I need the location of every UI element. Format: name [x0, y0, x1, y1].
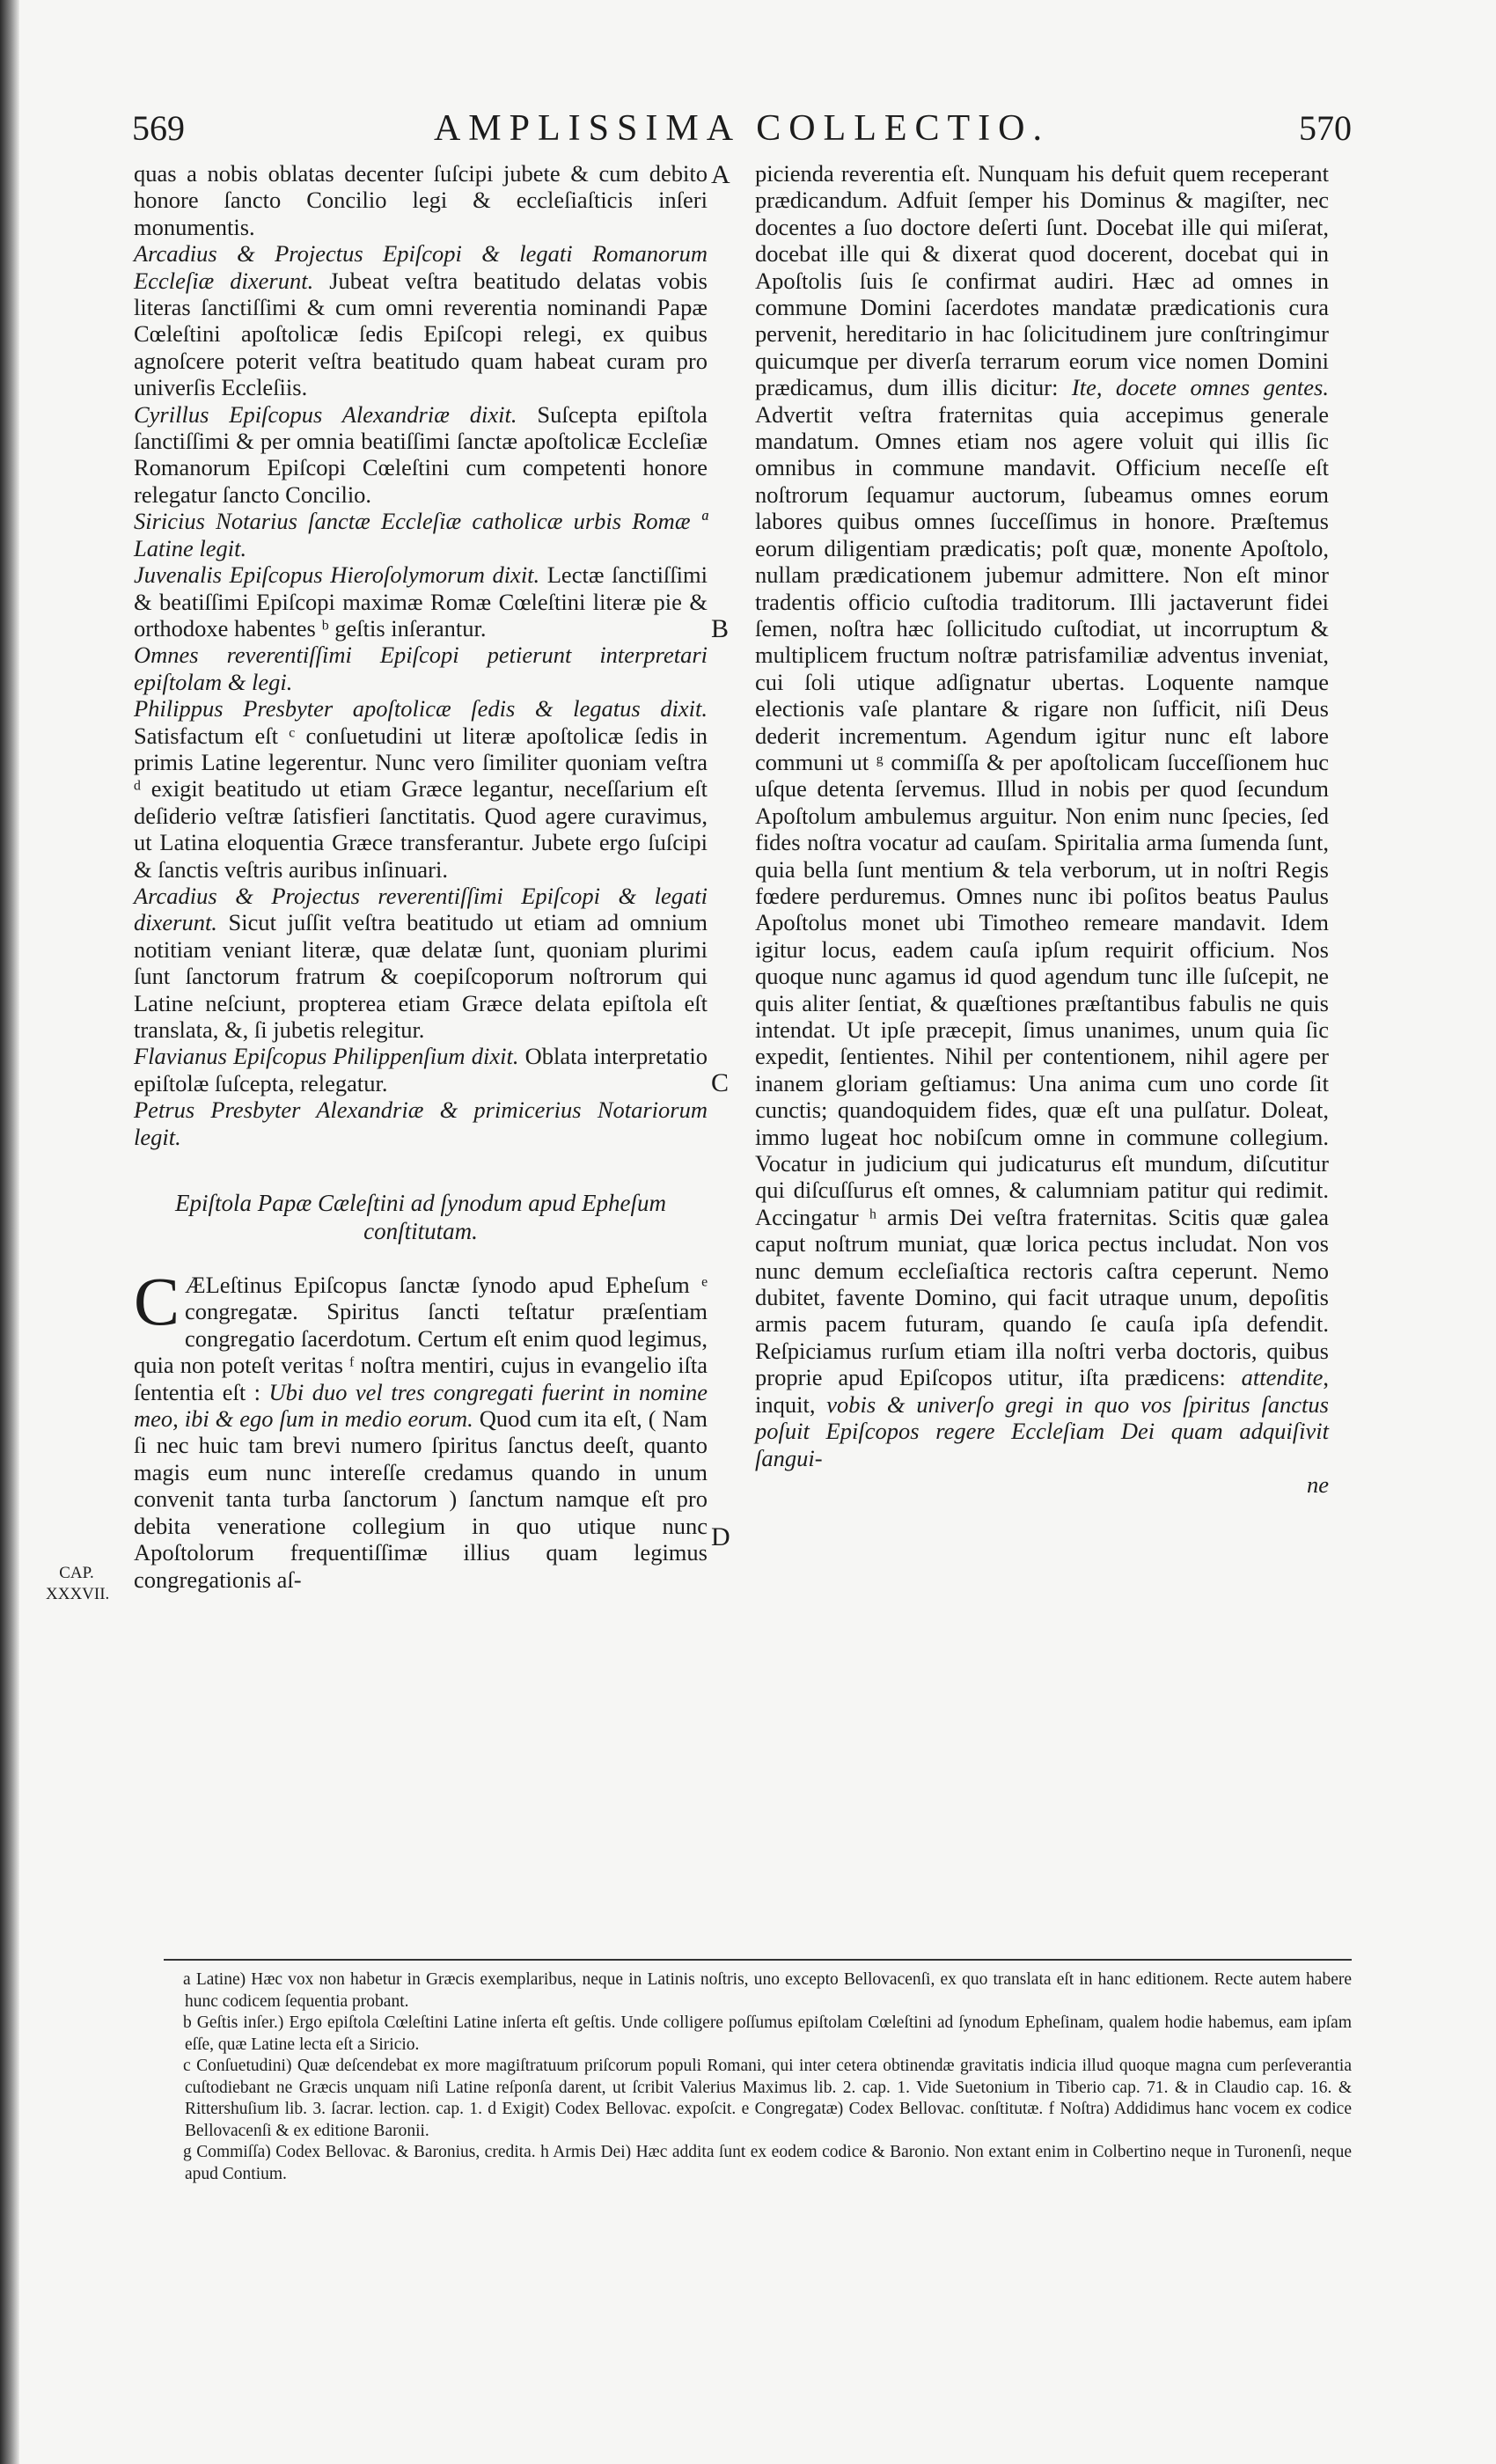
- paragraph-text: Jubeat veſtra beatitudo delatas vobis literas ſanctiſſimi & cum omni reverentia nominandi Papæ Cœleſtini apoſtolicæ ſedis Epiſcopi relegi, ex quibus agnoſcere poterit veſtra beatitudo quam habeat curam pro univerſis Eccleſiis.: [134, 267, 708, 401]
- chapter-marginal-note: [46, 1563, 110, 1605]
- chapter-label: CAP.: [59, 1564, 94, 1582]
- left-paragraph: [134, 1043, 708, 1096]
- speaker-label: Siricius Notarius ſanctæ Eccleſiæ catholicæ urbis Romæ ª Latine legit.: [134, 508, 708, 561]
- left-paragraph: [134, 561, 708, 642]
- quotation: Ubi duo vel tres congregati fuerint in nomine meo, ibi & ego ſum in medio eorum.: [134, 1378, 708, 1433]
- section-marker-d: D: [711, 1522, 730, 1551]
- paragraph-text: Satisfactum eſt ᶜ conſuetudini ut literæ apoſtolicæ ſedis in primis Latine legerentur. Nunc vero ſimiliter quoniam veſtra ᵈ exigit beatitudo ut etiam Græce legantur, neceſſarium eſt deſiderio veſtræ ſatisfieri ſanctitatis. Quod agere curavimus, ut Latina eloquentia Græce transferantur. Jubete ergo ſuſcipi & ſanctis veſtris auribus inſinuari.: [134, 722, 708, 883]
- right-paragraph: [755, 160, 1329, 1471]
- quotation: vobis & univerſo gregi in quo vos ſpiritus ſanctus poſuit Epiſcopos regere Eccleſiam Dei quam adquiſivit ſangui-: [755, 1390, 1329, 1471]
- speaker-label: Arcadius & Projectus Epiſcopi & legati Romanorum Eccleſiæ dixerunt.: [134, 240, 708, 294]
- footnote-rule: [164, 1959, 1352, 1961]
- chapter-number: XXXVII.: [46, 1585, 110, 1603]
- left-paragraph: [134, 508, 708, 561]
- left-page-number: 569: [132, 108, 185, 148]
- footnote: g Commiſſa) Codex Bellovac. & Baronius, credita. h Armis Dei) Hæc addita ſunt ex eodem codice & Baronio. Non extant enim in Colbertino neque in Turonenſi, neque apud Contium.: [183, 2143, 1352, 2183]
- catchword: ne: [1306, 1470, 1329, 1498]
- quotation: Ite, docete omnes gentes.: [1071, 374, 1329, 401]
- epistle-heading: Epiſtola Papæ Cæleſtini ad ſynodum apud Epheſum conſtitutam.: [175, 1190, 666, 1245]
- drop-cap: C: [134, 1263, 180, 1340]
- section-marker-c: C: [711, 1068, 730, 1097]
- section-marker-a: A: [711, 160, 730, 189]
- left-paragraph: [134, 695, 708, 883]
- footnotes: [164, 1969, 1352, 2185]
- book-binding-shadow: [0, 0, 19, 2464]
- running-title: AMPLISSIMA COLLECTIO.: [433, 108, 1051, 149]
- section-marker-b: B: [711, 614, 730, 643]
- footnote: a Latine) Hæc vox non habetur in Græcis exemplaribus, neque in Latinis noſtris, uno excepto Bellovacenſi, ex quo translata eſt in hanc editionem. Recte autem habere hunc codicem ſequentia probant.: [183, 1970, 1352, 2011]
- left-paragraph: [134, 1263, 708, 1593]
- left-paragraph: [134, 1096, 708, 1150]
- paragraph-text: Quod cum ita eſt, ( Nam ſi nec huic tam brevi numero ſpiritus ſanctus deeſt, quanto magis eum nunc intereſſe credamus quando in unum convenit tanta turba ſanctorum ) ſanctum namque eſt pro debita veneratione collegium in quo utique nunc Apoſtolorum frequentiſſimæ illius quam legimus congregationis aſ-: [134, 1405, 708, 1593]
- left-paragraph: [134, 401, 708, 509]
- paragraph-text: ÆLeſtinus Epiſcopus ſanctæ ſynodo apud Epheſum ᵉ congregatæ. Spiritus ſancti teſtatur præſentiam congregatio ſacerdotum. Certum eſt enim quod legimus, quia non poteſt veritas ᶠ noſtra mentiri, cujus in evangelio iſta ſententia eſt :: [134, 1272, 708, 1405]
- left-paragraph: [134, 642, 708, 695]
- speaker-label: Petrus Presbyter Alexandriæ & primicerius Notariorum legit.: [134, 1096, 708, 1150]
- quotation: attendite: [1241, 1364, 1324, 1391]
- speaker-label: Arcadius & Projectus reverentiſſimi Epiſcopi & legati dixerunt.: [134, 882, 708, 936]
- footnote: b Geſtis inſer.) Ergo epiſtola Cœleſtini Latine inſerta eſt geſtis. Unde colligere poſſumus epiſtolam Cœleſtini ad ſynodum Epheſinam, qualem hodie habemus, eam ipſam eſſe, quæ Latine lecta eſt a Siricio.: [183, 2013, 1352, 2054]
- paragraph-text: Sicut juſſit veſtra beatitudo ut etiam ad omnium notitiam veniant literæ, quæ delatæ ſunt, quoniam plurimi ſunt ſanctorum fratrum & coepiſcoporum noſtrorum qui Latine neſciunt, propterea etiam Græce delata epiſtola eſt translata, &, ſi jubetis relegitur.: [134, 909, 708, 1043]
- paragraph-text: Advertit veſtra fraternitas quia accepimus generale mandatum. Omnes etiam nos agere voluit qui illis ſic omnibus in commune mandavit. Officium neceſſe eſt noſtrorum ſequamur auctorum, ſubeamus omnes eorum labores quibus omnes ſucceſſimus in honore. Præſtemus eorum diligentiam prædicatis; poſt quæ, monente Apoſtolo, nullam prædicationem jubemur admittere. Non eſt minor tradentis officio cuſtodia traditorum. Illi jactaverunt fidei ſemen, noſtra hæc ſollicitudo cuſtodiat, ut incorruptum & multiplicem fructum noſtræ patrisfamiliæ adventus inveniat, cui ſoli utique adſignatur ubertas. Loquente namque electionis vaſe plantare & rigare non ſufficit, niſi Deus dederit incrementum. Agendum igitur nunc eſt labore communi ut ᵍ commiſſa & per apoſtolicam ſucceſſionem huc uſque detenta ſervemus. Illud in nobis per quod ſecundum Apoſtolum ambulemus arguitur. Non enim nunc ſpecies, ſed fides noſtra vocatur ad cauſam. Spiritalia arma ſumenda ſunt, quia bella ſunt mentium & tela verborum, ut in noſtri Regis fœdere perduremus. Omnes nunc ibi poſitos beatus Paulus Apoſtolus monet ubi Timotheo remeare mandavit. Idem igitur locus, eadem cauſa ipſum requirit officium. Nos quoque nunc agamus id quod agendum tunc ille ſuſcepit, ne quis aliter ſentiat, & quæſtiones præſtantibus fabulis ne quis intendat. Ut ipſe præcepit, ſimus unanimes, unum quia ſic expedit, ſentientes. Nihil per contentionem, nihil agere per inanem gloriam geſtiamus: Una anima cum uno corde ſit cunctis; quandoquidem fides, quæ eſt una pulſatur. Doleat, immo lugeat hoc nobiſcum omne in commune collegium. Vocatur in judicium qui judicaturus eſt mundum, diſcutitur qui diſcuſſurus eſt omnes, & calumniam patitur qui redimit. Accingatur ʰ armis Dei veſtra fraternitas. Scitis quæ galea caput noſtrum muniat, quæ lorica pectus includat. Non vos nunc demum eccleſiaſtica rectoris caſtra ceperunt. Nemo dubitet, favente Domino, qui facit utraque unum, depoſitis armis pacem futuram, quando ſe cauſa ipſa defendit. Reſpiciamus rurſum etiam illa noſtri verba doctoris, quibus proprie apud Epiſcopos utitur, iſta prædicens:: [755, 400, 1329, 1391]
- paragraph-text: , inquit,: [755, 1364, 1329, 1418]
- paragraph-text: Suſcepta epiſtola ſanctiſſimi & per omnia beatiſſimi ſanctæ apoſtolicæ Eccleſiæ Romanorum Epiſcopi Cœleſtini cum competenti honore relegatur ſancto Concilio.: [134, 400, 708, 508]
- paragraph-text: Oblata interpretatio epiſtolæ ſuſcepta, relegatur.: [134, 1043, 708, 1096]
- speaker-label: Flavianus Epiſcopus Philippenſium dixit.: [134, 1043, 519, 1070]
- speaker-label: Philippus Presbyter apoſtolicæ ſedis & legatus dixit.: [134, 695, 708, 722]
- paragraph-text: picienda reverentia eſt. Nunquam his defuit quem receperant prædicandum. Adfuit ſemper his Dominus & magiſter, nec docentes a ſuo doctore deſerti ſunt. Docebat ille qui miſerat, docebat ille qui & dixerat quod docerent, docebat qui in Apoſtolis ſuis ſe confirmat audiri. Hæc ad omnes in commune Domini ſacerdotes mandatæ prædicationis cura pervenit, hereditario in hac ſolicitudinem jure conſtringimur quicumque per diverſa terrarum eorum vice nomen Domini prædicamus, dum illis dicitur:: [755, 160, 1329, 401]
- speaker-label: Omnes reverentiſſimi Epiſcopi petierunt interpretari epiſtolam & legi.: [134, 642, 708, 695]
- footnote: c Conſuetudini) Quæ deſcendebat ex more magiſtratuum priſcorum populi Romani, qui inter cetera obtinendæ gravitatis indicia illud quoque magna cum perſeverantia cuſtodiebant ne Græcis unquam niſi Latine reſponſa darent, ut ſcribit Valerius Maximus lib. 2. cap. 1. Vide Suetonium in Tiberio cap. 71. & in Claudio cap. 16. & Rittershuſium lib. 3. ſacrar. lection. cap. 1. d Exigit) Codex Bellovac. expoſcit. e Congregatæ) Codex Bellovac. conſtitutæ. f Noſtra) Addidimus hanc vocem ex codice Bellovacenſi & ex editione Baronii.: [183, 2057, 1352, 2140]
- speaker-label: Cyrillus Epiſcopus Alexandriæ dixit.: [134, 400, 517, 428]
- running-header: [132, 107, 1352, 160]
- paragraph-text: Lectæ ſanctiſſimi & beatiſſimi Epiſcopi maximæ Romæ Cœleſtini literæ pie & orthodoxe habentes ᵇ geſtis inſerantur.: [134, 561, 708, 642]
- paragraph-text: quas a nobis oblatas decenter ſuſcipi jubete & cum debito honore ſancto Concilio legi & eccleſiaſticis inſeri monumentis.: [134, 160, 708, 240]
- right-page-number: 570: [1299, 108, 1352, 148]
- right-column: [755, 160, 1329, 1498]
- speaker-label: Juvenalis Epiſcopus Hieroſolymorum dixit.: [134, 561, 540, 589]
- left-paragraph: [134, 160, 708, 240]
- left-paragraph: [134, 883, 708, 1043]
- left-paragraph: [134, 240, 708, 400]
- left-column: [134, 160, 708, 1593]
